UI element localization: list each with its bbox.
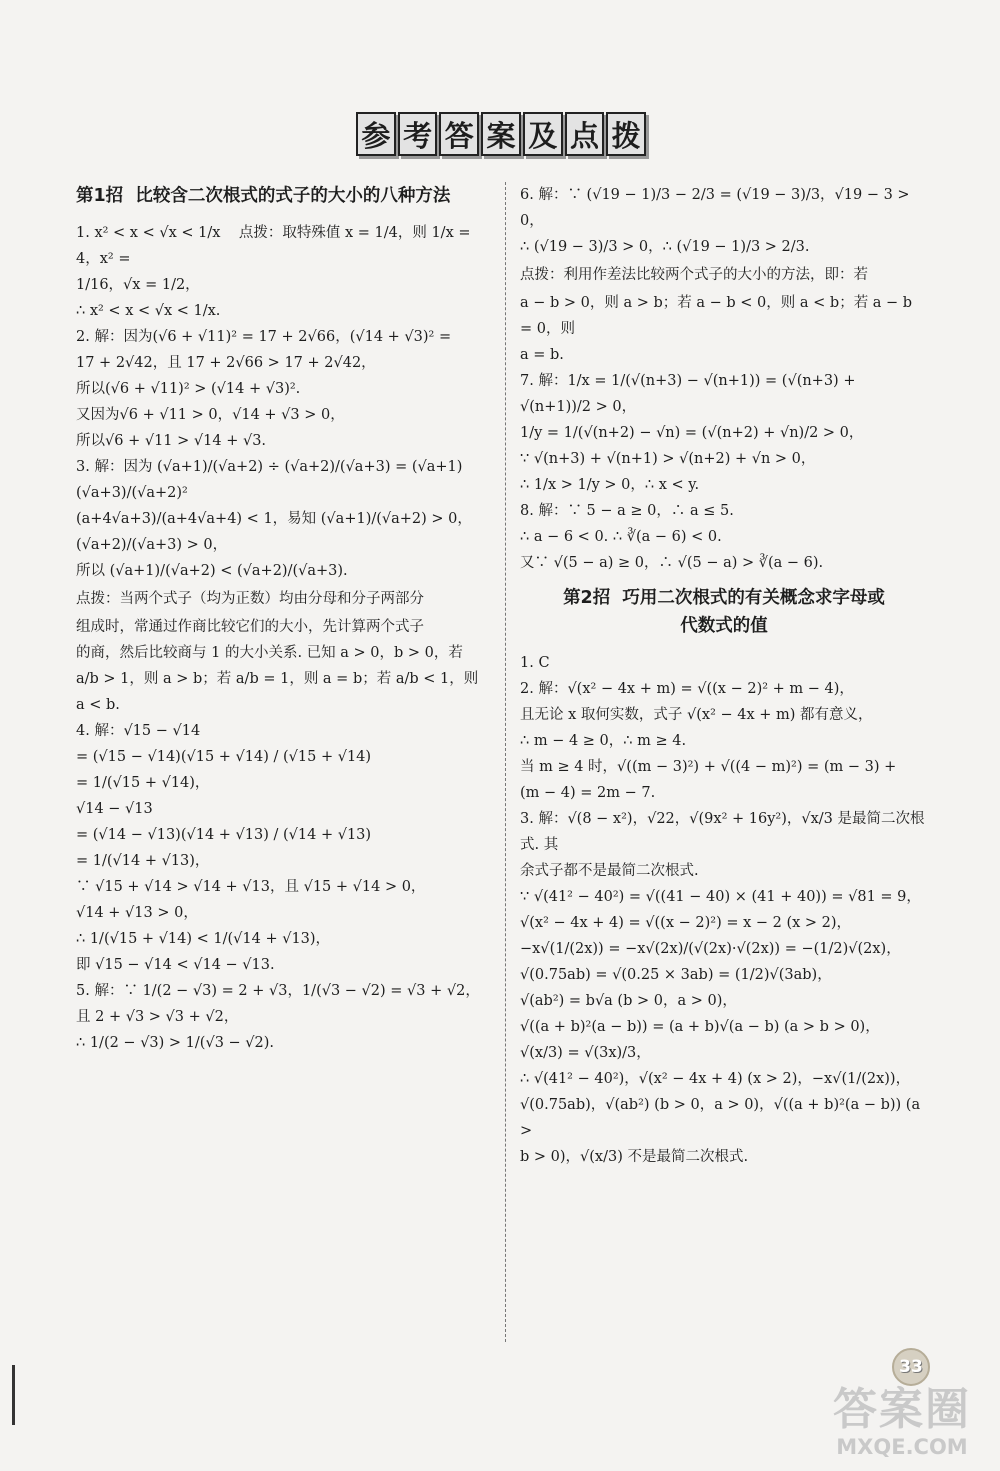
answer-line: ∴ 1/(2 − √3) > 1/(√3 − √2). xyxy=(76,1035,275,1051)
answer-line: 4. 解：√15 − √14 xyxy=(76,723,201,739)
answer-line: √14 − √13 xyxy=(76,801,153,817)
title-char: 答 xyxy=(439,112,479,156)
answer-line: a − b > 0，则 a > b；若 a − b < 0，则 a < b；若 a − b = 0，则 xyxy=(520,295,917,337)
answer-line: −x√(1/(2x)) = −x√(2x)/(√(2x)·√(2x)) = −(1/2)√(2x)， xyxy=(520,941,901,957)
answer-line: 所以 (√a+1)/(√a+2) < (√a+2)/(√a+3). xyxy=(76,563,348,579)
answer-line: 1. C xyxy=(520,655,550,671)
answer-line: √(x² − 4x + 4) = √((x − 2)²) = x − 2 (x > 2)， xyxy=(520,915,852,931)
answer-line: 8. 解：∵ 5 − a ≥ 0，∴ a ≤ 5. xyxy=(520,503,734,519)
title-char: 拨 xyxy=(606,112,646,156)
answer-line: 3. 解：因为 (√a+1)/(√a+2) ÷ (√a+2)/(√a+3) = (√a+1)(√a+3)/(√a+2)² xyxy=(76,459,463,501)
answer-line: 2. 解：√(x² − 4x + m) = √((x − 2)² + m − 4)， xyxy=(520,681,854,697)
answer-line: 当 m ≥ 4 时，√((m − 3)²) + √((4 − m)²) = (m − 3) + xyxy=(520,759,897,775)
answer-line: = (√14 − √13)(√14 + √13) / (√14 + √13) xyxy=(76,827,372,843)
answer-line: 5. 解：∵ 1/(2 − √3) = 2 + √3，1/(√3 − √2) = √3 + √2， xyxy=(76,983,480,999)
answer-line: 17 + 2√42，且 17 + 2√66 > 17 + 2√42， xyxy=(76,355,376,371)
answer-line: 且 2 + √3 > √3 + √2， xyxy=(76,1009,239,1025)
answer-line: 又∵ √(5 − a) ≥ 0，∴ √(5 − a) > ∛(a − 6). xyxy=(520,555,824,571)
answer-line: ∵ √(41² − 40²) = √((41 − 40) × (41 + 40)) = √81 = 9， xyxy=(520,889,921,905)
answer-line: ∴ 1/(√15 + √14) < 1/(√14 + √13)， xyxy=(76,931,331,947)
left-answer-lines xyxy=(76,220,490,1056)
answer-line: ∵ √(n+3) + √(n+1) > √(n+2) + √n > 0， xyxy=(520,451,816,467)
title-char: 及 xyxy=(523,112,563,156)
title-char: 案 xyxy=(481,112,521,156)
answer-line: 的商，然后比较商与 1 的大小关系. 已知 a > 0，b > 0，若 xyxy=(76,645,463,661)
section-title-1: 第1招 比较含二次根式的式子的大小的八种方法 xyxy=(76,186,451,206)
answer-line: √(x/3) = √(3x)/3， xyxy=(520,1045,651,1061)
title-char: 考 xyxy=(398,112,438,156)
watermark-logo: 答案圈 xyxy=(833,1384,971,1435)
column-divider xyxy=(505,182,506,1342)
answer-line: ∴ x² < x < √x < 1/x. xyxy=(76,303,221,319)
answer-line: ∴ m − 4 ≥ 0，∴ m ≥ 4. xyxy=(520,733,687,749)
section-title-2: 第2招 巧用二次根式的有关概念求字母或 代数式的值 xyxy=(563,588,885,636)
page-title xyxy=(356,112,646,156)
answer-line: a/b > 1，则 a > b；若 a/b = 1，则 a = b；若 a/b < 1，则 a < b. xyxy=(76,671,483,713)
answer-line: √((a + b)²(a − b)) = (a + b)√(a − b) (a > b > 0)， xyxy=(520,1019,880,1035)
answer-line: ∴ 1/x > 1/y > 0，∴ x < y. xyxy=(520,477,700,493)
answer-line: 点拨：利用作差法比较两个式子的大小的方法，即：若 xyxy=(520,267,868,283)
answer-line: 余式子都不是最简二次根式. xyxy=(520,863,699,879)
answer-line: 3. 解：√(8 − x²)，√22，√(9x² + 16y²)，√x/3 是最简二次根式. 其 xyxy=(520,811,925,853)
left-column xyxy=(76,182,490,1056)
answer-line: 所以√6 + √11 > √14 + √3. xyxy=(76,433,267,449)
answer-line: ∴ a − 6 < 0. ∴ ∛(a − 6) < 0. xyxy=(520,529,722,545)
answer-line: 6. 解：∵ (√19 − 1)/3 − 2/3 = (√19 − 3)/3，√19 − 3 > 0， xyxy=(520,187,915,229)
answer-line: 且无论 x 取何实数，式子 √(x² − 4x + m) 都有意义， xyxy=(520,707,873,723)
answer-line: 所以(√6 + √11)² > (√14 + √3)². xyxy=(76,381,301,397)
answer-line: √(0.75ab) = √(0.25 × 3ab) = (1/2)√(3ab)， xyxy=(520,967,832,983)
page-number: 33 xyxy=(892,1348,930,1386)
answer-line: 组成时，常通过作商比较它们的大小，先计算两个式子 xyxy=(76,619,424,635)
answer-line: 7. 解：1/x = 1/(√(n+3) − √(n+1)) = (√(n+3) + √(n+1))/2 > 0， xyxy=(520,373,861,415)
answer-line: 即 √15 − √14 < √14 − √13. xyxy=(76,957,275,973)
answer-line: a = b. xyxy=(520,347,564,363)
answer-line: 又因为√6 + √11 > 0，√14 + √3 > 0， xyxy=(76,407,345,423)
answer-line: 2. 解：因为(√6 + √11)² = 17 + 2√66，(√14 + √3)² = xyxy=(76,329,452,345)
answer-line: = 1/(√15 + √14)， xyxy=(76,775,210,791)
answer-line: b > 0)，√(x/3) 不是最简二次根式. xyxy=(520,1149,749,1165)
margin-mark xyxy=(12,1365,15,1425)
watermark xyxy=(812,1385,992,1459)
answer-line: √14 + √13 > 0， xyxy=(76,905,198,921)
answer-line: √(0.75ab)，√(ab²) (b > 0，a > 0)，√((a + b)²(a − b)) (a > xyxy=(520,1097,925,1139)
answer-line: ∴ √(41² − 40²)，√(x² − 4x + 4) (x > 2)，−x√(1/(2x))， xyxy=(520,1071,911,1087)
answer-line: = (√15 − √14)(√15 + √14) / (√15 + √14) xyxy=(76,749,372,765)
answer-line: 1/y = 1/(√(n+2) − √n) = (√(n+2) + √n)/2 > 0， xyxy=(520,425,864,441)
answer-line: √(ab²) = b√a (b > 0，a > 0)， xyxy=(520,993,737,1009)
answer-line: (a+4√a+3)/(a+4√a+4) < 1，易知 (√a+1)/(√a+2) > 0，(√a+2)/(√a+3) > 0， xyxy=(76,511,472,553)
watermark-url: MXQE.COM xyxy=(836,1435,968,1459)
answer-line: = 1/(√14 + √13)， xyxy=(76,853,210,869)
right-answer-lines-b xyxy=(520,650,928,1170)
answer-line: ∴ (√19 − 3)/3 > 0，∴ (√19 − 1)/3 > 2/3. xyxy=(520,239,810,255)
answer-line: (m − 4) = 2m − 7. xyxy=(520,785,656,801)
title-char: 点 xyxy=(565,112,605,156)
title-char: 参 xyxy=(356,112,396,156)
answer-line: 1/16，√x = 1/2， xyxy=(76,277,200,293)
answer-line: 点拨：当两个式子（均为正数）均由分母和分子两部分 xyxy=(76,591,424,607)
answer-line: ∵ √15 + √14 > √14 + √13，且 √15 + √14 > 0， xyxy=(76,879,426,895)
answer-line: 1. x² < x < √x < 1/x 点拨：取特殊值 x = 1/4，则 1/x = 4，x² = xyxy=(76,225,476,267)
right-column xyxy=(520,182,928,1170)
right-answer-lines-a xyxy=(520,182,928,576)
